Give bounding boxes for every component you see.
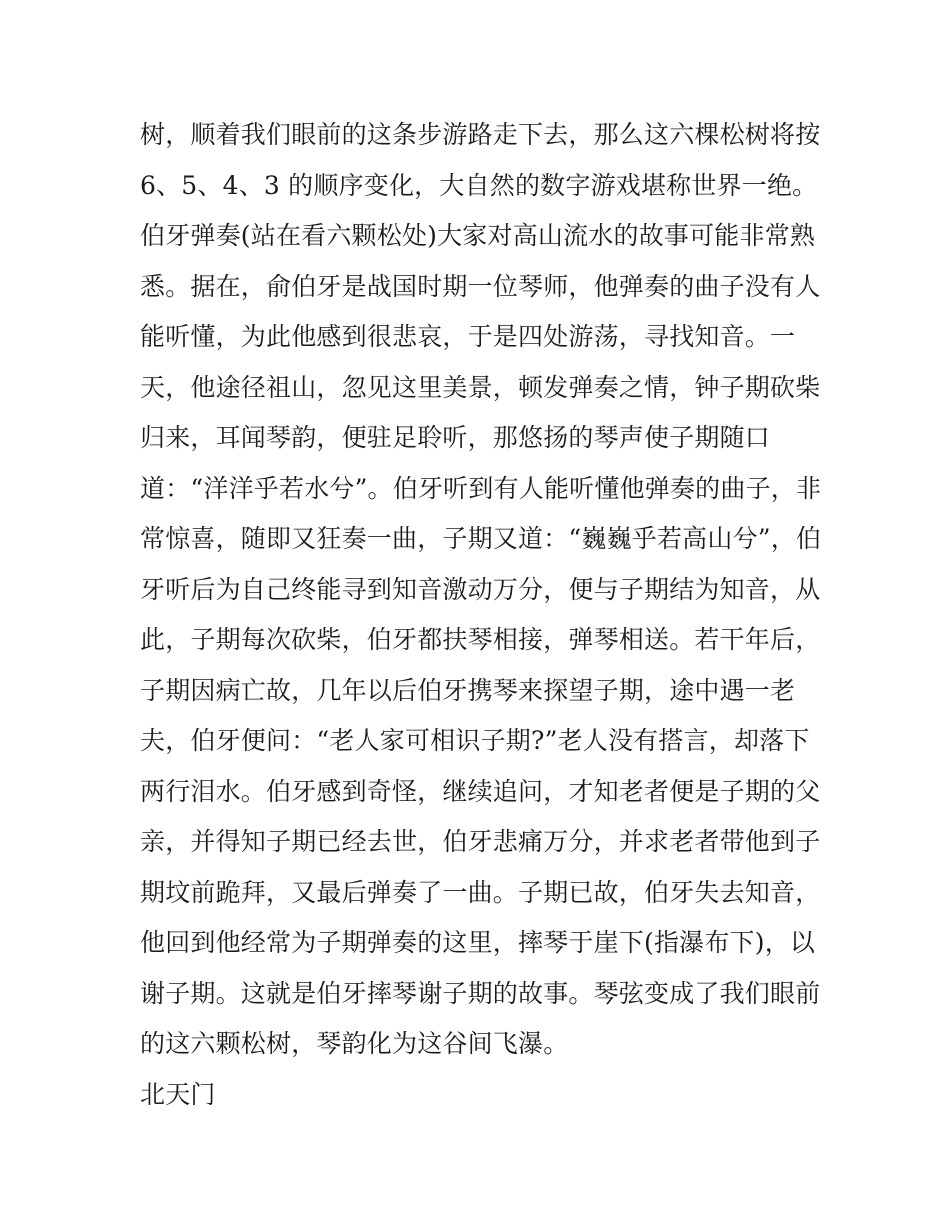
section-heading: 北天门 bbox=[140, 1079, 216, 1109]
text-line: 期坟前跪拜，又最后弹奏了一曲。子期已故，伯牙失去知音， bbox=[140, 877, 821, 907]
text-line: 树，顺着我们眼前的这条步游路走下去，那么这六棵松树将按 bbox=[140, 120, 821, 149]
text-line: 常惊喜，随即又狂奏一曲，子期又道：“巍巍乎若高山兮”，伯 bbox=[140, 524, 822, 553]
text-line: 悉。据在，俞伯牙是战国时期一位琴师，他弹奏的曲子没有人 bbox=[140, 271, 821, 301]
text-line: 他回到他经常为子期弹奏的这里，摔琴于崖下(指瀑布下)，以 bbox=[140, 928, 816, 957]
text-line: 两行泪水。伯牙感到奇怪，继续追问，才知老者便是子期的父 bbox=[140, 776, 821, 806]
text-line: 归来，耳闻琴韵，便驻足聆听，那悠扬的琴声使子期随口 bbox=[140, 423, 771, 452]
text-line: 伯牙弹奏(站在看六颗松处)大家对高山流水的故事可能非常熟 bbox=[140, 221, 816, 250]
text-line: 谢子期。这就是伯牙摔琴谢子期的故事。琴弦变成了我们眼前 bbox=[140, 978, 821, 1008]
text-line: 此，子期每次砍柴，伯牙都扶琴相接，弹琴相送。若干年后， bbox=[140, 625, 821, 654]
text-line: 夫，伯牙便问：“老人家可相识子期?”老人没有搭言，却落下 bbox=[140, 726, 810, 755]
text-line: 的这六颗松树，琴韵化为这谷间飞瀑。 bbox=[140, 1029, 569, 1058]
text-line: 牙听后为自己终能寻到知音激动万分，便与子期结为知音，从 bbox=[140, 574, 821, 604]
body-text bbox=[140, 110, 830, 1120]
text-line: 6、5、4、3 的顺序变化，大自然的数字游戏堪称世界一绝。 bbox=[140, 170, 818, 200]
text-line: 天，他途径祖山，忽见这里美景，顿发弹奏之情，钟子期砍柴 bbox=[140, 372, 821, 402]
text-line: 道：“洋洋乎若水兮”。伯牙听到有人能听懂他弹奏的曲子，非 bbox=[140, 473, 822, 503]
text-line: 能听懂，为此他感到很悲哀，于是四处游荡，寻找知音。一 bbox=[140, 322, 796, 351]
text-line: 亲，并得知子期已经去世，伯牙悲痛万分，并求老者带他到子 bbox=[140, 827, 821, 856]
text-line: 子期因病亡故，几年以后伯牙携琴来探望子期，途中遇一老 bbox=[140, 675, 796, 705]
